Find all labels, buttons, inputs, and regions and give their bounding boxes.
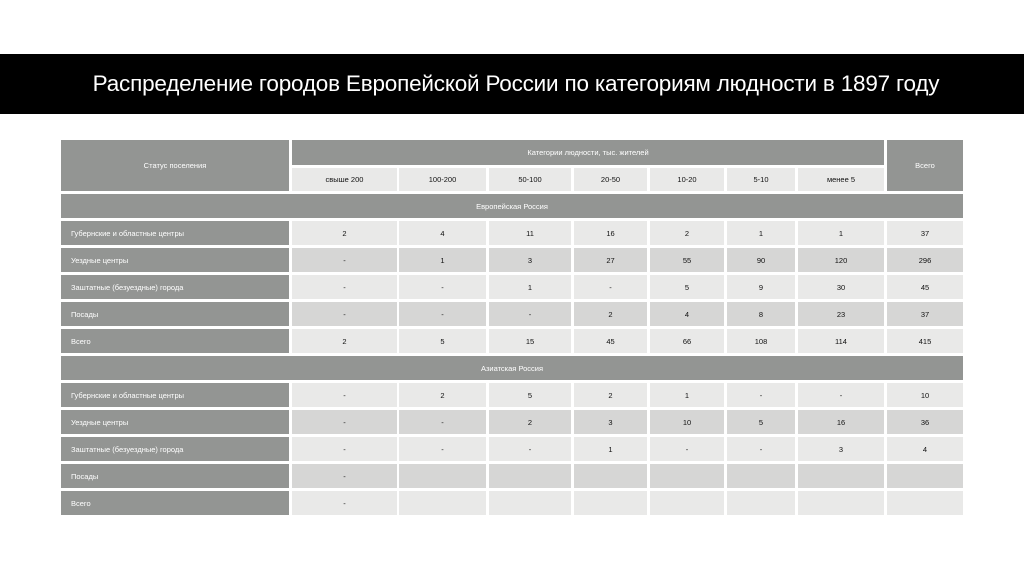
column-header: 5-10 (727, 168, 795, 191)
row-label: Всего (61, 491, 289, 515)
table-cell: 108 (727, 329, 795, 353)
table-cell (399, 464, 486, 488)
table-cell: - (292, 464, 397, 488)
table-cell: 4 (650, 302, 724, 326)
row-total: 415 (887, 329, 963, 353)
table-cell: - (574, 275, 647, 299)
status-header: Статус поселения (61, 140, 289, 191)
row-label: Губернские и областные центры (61, 383, 289, 407)
total-header: Всего (887, 140, 963, 191)
table-cell: - (798, 383, 884, 407)
table-cell: - (292, 248, 397, 272)
column-header: свыше 200 (292, 168, 397, 191)
column-header: 10-20 (650, 168, 724, 191)
table-cell: 5 (399, 329, 486, 353)
table-cell: 2 (489, 410, 571, 434)
table-cell: 2 (574, 302, 647, 326)
row-total: 296 (887, 248, 963, 272)
row-total: 45 (887, 275, 963, 299)
table-cell: 3 (574, 410, 647, 434)
categories-header: Категории людности, тыс. жителей (292, 140, 884, 165)
table-cell (727, 464, 795, 488)
row-label: Всего (61, 329, 289, 353)
table-cell: 90 (727, 248, 795, 272)
table-cell: 30 (798, 275, 884, 299)
table-cell (574, 464, 647, 488)
table-cell (489, 464, 571, 488)
table-cell: 16 (798, 410, 884, 434)
row-total (887, 491, 963, 515)
table-cell: - (292, 275, 397, 299)
table-cell: 5 (650, 275, 724, 299)
table-cell: 45 (574, 329, 647, 353)
row-label: Губернские и областные центры (61, 221, 289, 245)
table-cell (399, 491, 486, 515)
table-cell: 5 (489, 383, 571, 407)
row-total (887, 464, 963, 488)
row-total: 37 (887, 302, 963, 326)
table-cell: 1 (574, 437, 647, 461)
table-cell: - (727, 437, 795, 461)
table-cell (798, 464, 884, 488)
table-cell: 2 (292, 329, 397, 353)
table-cell: 16 (574, 221, 647, 245)
table-cell: 114 (798, 329, 884, 353)
title-bar (0, 54, 1024, 114)
table-cell: - (489, 437, 571, 461)
table-cell (489, 491, 571, 515)
table-cell: 2 (574, 383, 647, 407)
table-cell (650, 491, 724, 515)
page-title: Распределение городов Европейской России по категориям людности в 1897 году (92, 71, 940, 96)
table-cell: - (489, 302, 571, 326)
table-cell (574, 491, 647, 515)
row-label: Заштатные (безуездные) города (61, 437, 289, 461)
row-total: 10 (887, 383, 963, 407)
table-cell: 5 (727, 410, 795, 434)
column-header: 20-50 (574, 168, 647, 191)
row-label: Уездные центры (61, 248, 289, 272)
table-cell: 1 (489, 275, 571, 299)
table-cell: 9 (727, 275, 795, 299)
table-cell: 1 (727, 221, 795, 245)
section-header: Европейская Россия (61, 194, 963, 218)
table-cell (650, 464, 724, 488)
row-total: 36 (887, 410, 963, 434)
row-total: 37 (887, 221, 963, 245)
row-label: Посады (61, 464, 289, 488)
table-cell: 10 (650, 410, 724, 434)
table-cell: - (399, 437, 486, 461)
table-cell: 2 (292, 221, 397, 245)
table-cell: 11 (489, 221, 571, 245)
table-cell: 1 (798, 221, 884, 245)
table-cell: 3 (489, 248, 571, 272)
table-cell: 2 (399, 383, 486, 407)
table-cell: 120 (798, 248, 884, 272)
table-cell: 66 (650, 329, 724, 353)
column-header: 50-100 (489, 168, 571, 191)
table-cell: - (399, 410, 486, 434)
table-cell: 23 (798, 302, 884, 326)
table-cell: 27 (574, 248, 647, 272)
table-cell: - (292, 383, 397, 407)
row-label: Посады (61, 302, 289, 326)
table-cell: - (399, 275, 486, 299)
table-cell: - (292, 302, 397, 326)
table-cell: - (292, 491, 397, 515)
table-cell: - (727, 383, 795, 407)
table-cell: 15 (489, 329, 571, 353)
table-cell: 1 (399, 248, 486, 272)
table-cell: 55 (650, 248, 724, 272)
row-label: Заштатные (безуездные) города (61, 275, 289, 299)
table-cell: 4 (399, 221, 486, 245)
row-total: 4 (887, 437, 963, 461)
section-header: Азиатская Россия (61, 356, 963, 380)
table-cell: - (292, 410, 397, 434)
column-header: 100-200 (399, 168, 486, 191)
table-cell: - (399, 302, 486, 326)
table-cell: - (650, 437, 724, 461)
table-cell: 2 (650, 221, 724, 245)
table-cell: 3 (798, 437, 884, 461)
table-cell (727, 491, 795, 515)
table-cell: 1 (650, 383, 724, 407)
column-header: менее 5 (798, 168, 884, 191)
table-cell: 8 (727, 302, 795, 326)
table-cell (798, 491, 884, 515)
row-label: Уездные центры (61, 410, 289, 434)
table-cell: - (292, 437, 397, 461)
